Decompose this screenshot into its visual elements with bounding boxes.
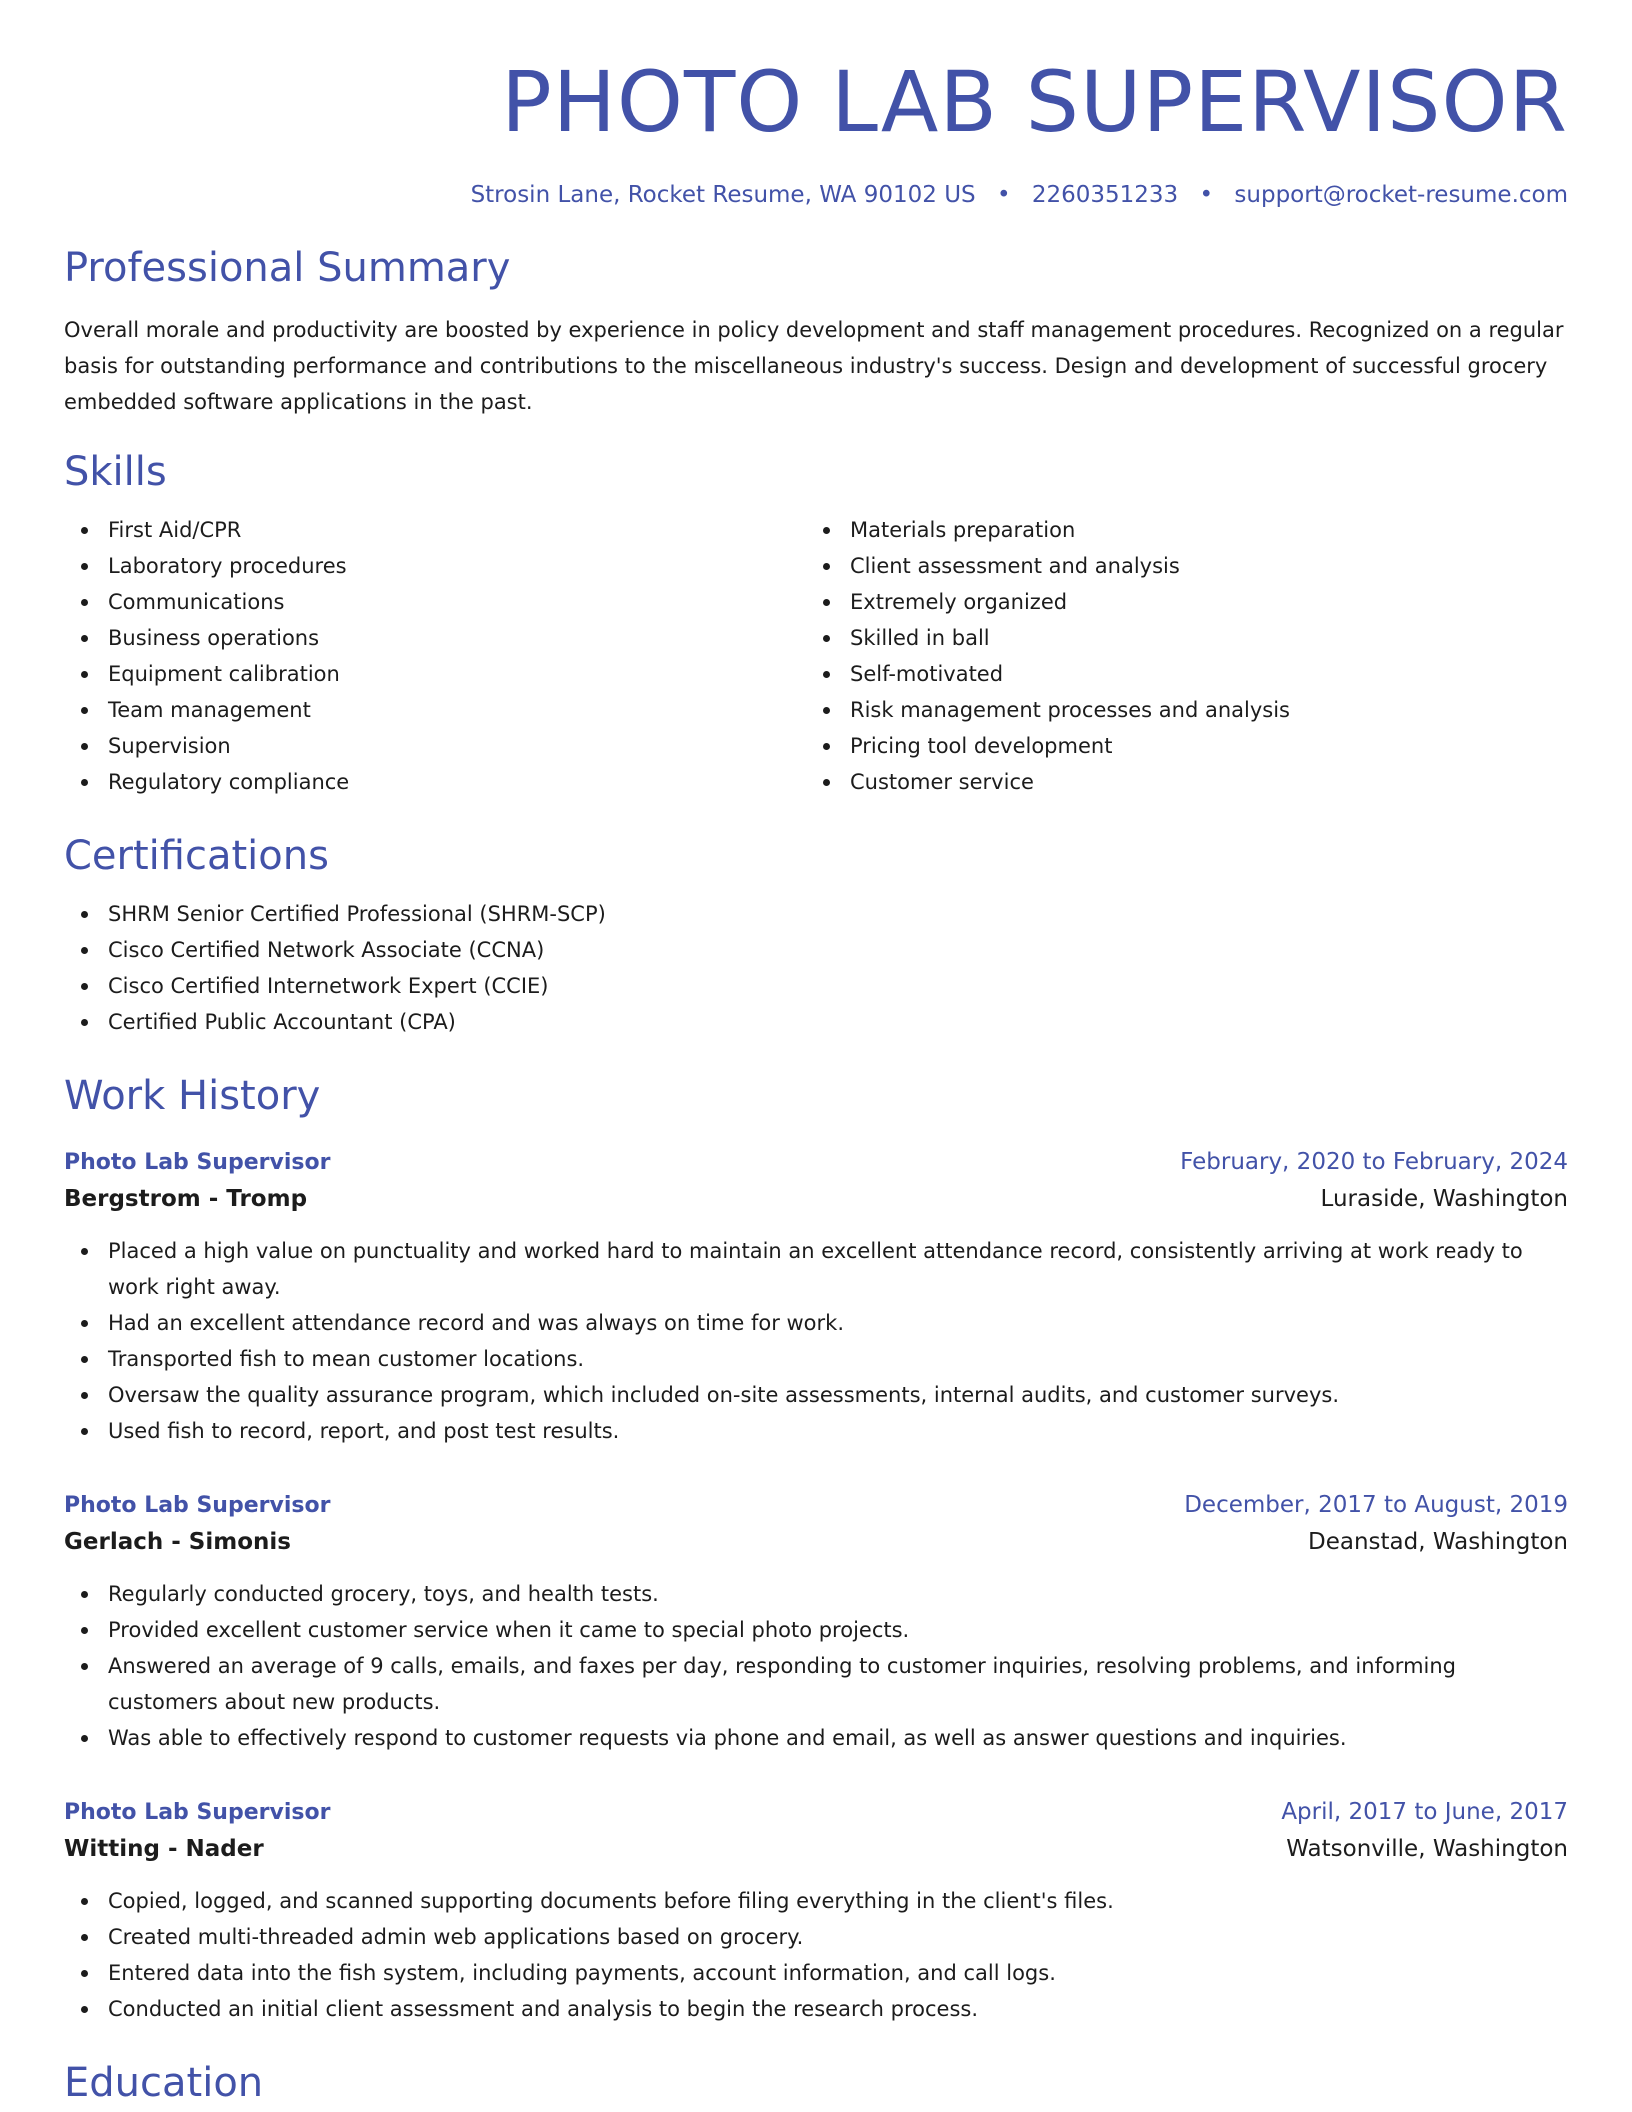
contact-address: Strosin Lane, Rocket Resume, WA 90102 US xyxy=(470,182,976,208)
contact-separator: • xyxy=(1199,182,1214,208)
job-duty-item: Entered data into the fish system, including payments, account information, and call logs. xyxy=(64,1955,1568,1991)
job-company: Gerlach - Simonis xyxy=(64,1529,291,1555)
job-title-row xyxy=(64,1489,1568,1522)
job-title: Photo Lab Supervisor xyxy=(64,1493,331,1518)
skill-item: Skilled in ball xyxy=(806,620,1548,656)
skill-item: Customer service xyxy=(806,764,1548,800)
certification-item: SHRM Senior Certified Professional (SHRM-SCP) xyxy=(64,896,1568,932)
job-title: Photo Lab Supervisor xyxy=(64,1800,331,1825)
certifications-section xyxy=(64,830,1568,1040)
contact-separator: • xyxy=(996,182,1011,208)
resume-page xyxy=(64,0,1568,2109)
job-duty-item: Transported fish to mean customer locations. xyxy=(64,1341,1568,1377)
section-heading-certifications: Certifications xyxy=(64,833,329,879)
skill-item: Supervision xyxy=(64,728,806,764)
contact-email: support@rocket-resume.com xyxy=(1234,182,1568,208)
skills-list-left xyxy=(64,512,806,800)
job-duty-item: Was able to effectively respond to customer requests via phone and email, as well as answer questions and inquiries. xyxy=(64,1720,1568,1756)
job-location: Luraside, Washington xyxy=(1320,1186,1568,1212)
certification-item: Certified Public Accountant (CPA) xyxy=(64,1004,1568,1040)
job-dates: February, 2020 to February, 2024 xyxy=(1180,1149,1568,1175)
certification-item: Cisco Certified Internetwork Expert (CCIE) xyxy=(64,968,1568,1004)
skill-item: Materials preparation xyxy=(806,512,1548,548)
education-section xyxy=(64,2057,1568,2109)
job-duties-list xyxy=(64,1233,1568,1449)
job-duty-item: Oversaw the quality assurance program, which included on-site assessments, internal audits, and customer surveys. xyxy=(64,1377,1568,1413)
section-heading-skills: Skills xyxy=(64,449,167,495)
skill-item: Business operations xyxy=(64,620,806,656)
skill-item: Communications xyxy=(64,584,806,620)
job-duty-item: Conducted an initial client assessment and analysis to begin the research process. xyxy=(64,1991,1568,2027)
job-company: Bergstrom - Tromp xyxy=(64,1186,308,1212)
job-company: Witting - Nader xyxy=(64,1836,264,1862)
skill-item: Self-motivated xyxy=(806,656,1548,692)
job-duty-item: Used fish to record, report, and post test results. xyxy=(64,1413,1568,1449)
job-duty-item: Provided excellent customer service when it came to special photo projects. xyxy=(64,1612,1568,1648)
skills-list-right xyxy=(806,512,1548,800)
job-duty-item: Regularly conducted grocery, toys, and health tests. xyxy=(64,1576,1568,1612)
skill-item: First Aid/CPR xyxy=(64,512,806,548)
job-company-row xyxy=(64,1522,1568,1562)
skill-item: Client assessment and analysis xyxy=(806,548,1548,584)
skill-item: Risk management processes and analysis xyxy=(806,692,1548,728)
contact-line xyxy=(64,180,1568,210)
resume-header xyxy=(64,0,1568,210)
job-duties-list xyxy=(64,1883,1568,2027)
contact-phone: 2260351233 xyxy=(1031,182,1179,208)
job-entry xyxy=(64,1796,1568,2027)
skills-grid xyxy=(64,512,1568,800)
summary-text: Overall morale and productivity are boosted by experience in policy development and staff management procedures. Recognized on a regular basis for outstanding performance and contributions to the miscellaneous industry's success. Design and development of successful grocery embedded software applications in the past. xyxy=(64,318,1564,414)
job-duty-item: Answered an average of 9 calls, emails, and faxes per day, responding to customer inquiries, resolving problems, and informing customers about new products. xyxy=(64,1648,1568,1720)
skill-item: Equipment calibration xyxy=(64,656,806,692)
job-entry xyxy=(64,1489,1568,1756)
professional-summary-section xyxy=(64,242,1568,420)
section-heading-education: Education xyxy=(64,2060,264,2106)
candidate-name: PHOTO LAB SUPERVISOR xyxy=(501,53,1568,151)
skills-column-left xyxy=(64,512,806,800)
job-location: Deanstad, Washington xyxy=(1307,1529,1568,1555)
job-entry xyxy=(64,1146,1568,1449)
job-company-row xyxy=(64,1179,1568,1219)
job-company-row xyxy=(64,1829,1568,1869)
skill-item: Pricing tool development xyxy=(806,728,1548,764)
skill-item: Regulatory compliance xyxy=(64,764,806,800)
skills-column-right xyxy=(806,512,1548,800)
skill-item: Laboratory procedures xyxy=(64,548,806,584)
job-location: Watsonville, Washington xyxy=(1286,1836,1568,1862)
skills-section xyxy=(64,446,1568,800)
job-duties-list xyxy=(64,1576,1568,1756)
job-dates: December, 2017 to August, 2019 xyxy=(1184,1492,1568,1518)
work-history-section xyxy=(64,1070,1568,2027)
job-dates: April, 2017 to June, 2017 xyxy=(1281,1799,1568,1825)
certification-item: Cisco Certified Network Associate (CCNA) xyxy=(64,932,1568,968)
job-duty-item: Created multi-threaded admin web applications based on grocery. xyxy=(64,1919,1568,1955)
skill-item: Team management xyxy=(64,692,806,728)
job-duty-item: Had an excellent attendance record and was always on time for work. xyxy=(64,1305,1568,1341)
section-heading-work-history: Work History xyxy=(64,1073,321,1119)
job-title-row xyxy=(64,1796,1568,1829)
job-duty-item: Placed a high value on punctuality and worked hard to maintain an excellent attendance record, consistently arriving at work ready to work right away. xyxy=(64,1233,1568,1305)
section-heading-summary: Professional Summary xyxy=(64,245,511,291)
job-duty-item: Copied, logged, and scanned supporting documents before filing everything in the client's files. xyxy=(64,1883,1568,1919)
job-title: Photo Lab Supervisor xyxy=(64,1150,331,1175)
skill-item: Extremely organized xyxy=(806,584,1548,620)
certifications-list xyxy=(64,896,1568,1040)
job-title-row xyxy=(64,1146,1568,1179)
